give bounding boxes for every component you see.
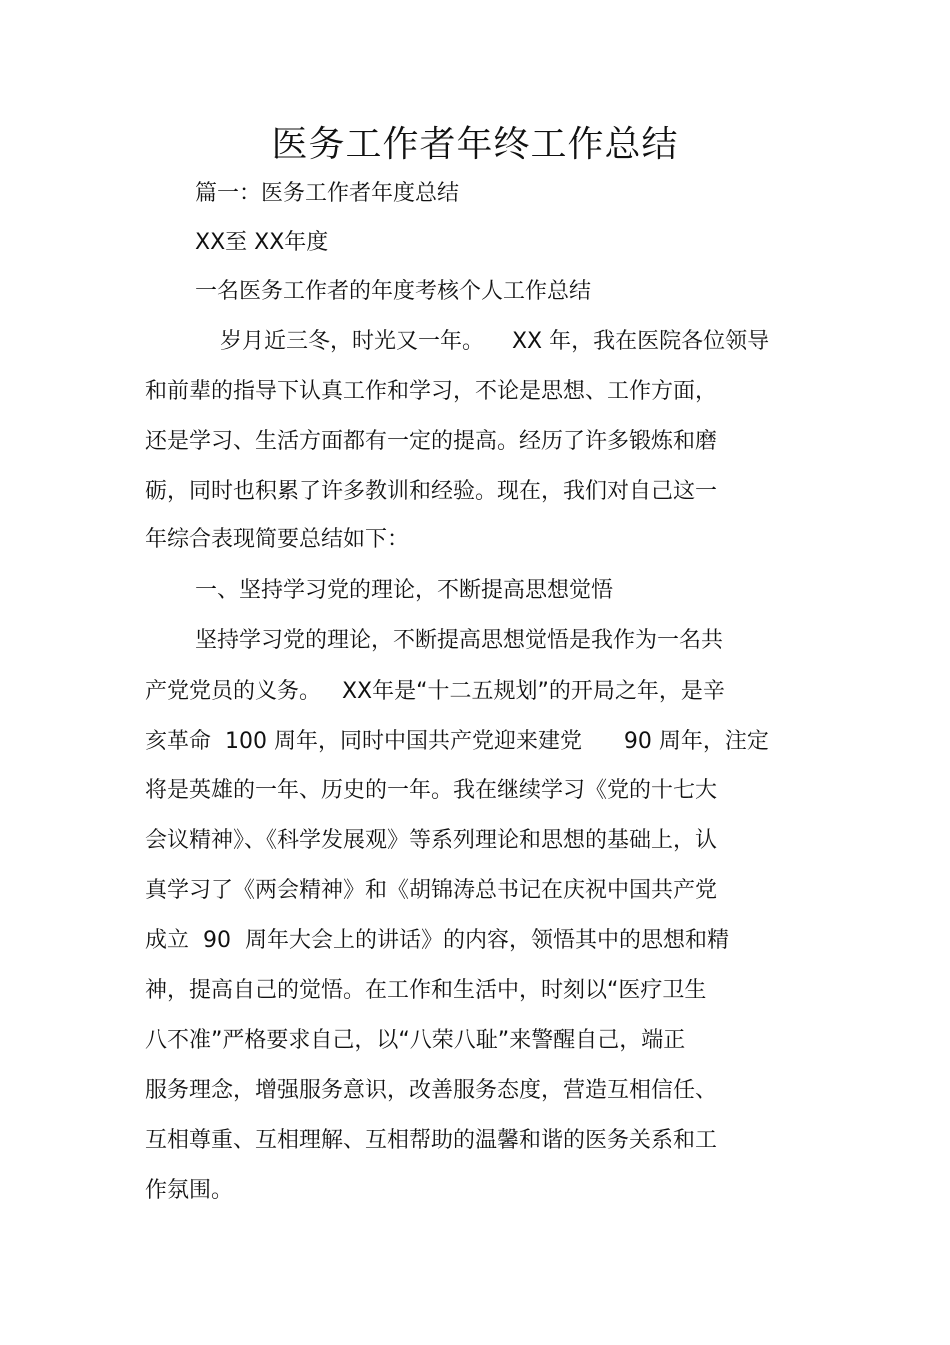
section-heading-one: 一、坚持学习党的理论，不断提高思想觉悟 [195, 578, 614, 603]
paragraph-line: 作氛围。 [145, 1178, 234, 1203]
paragraph-line: 还是学习、生活方面都有一定的提高。经历了许多锻炼和磨 [145, 429, 718, 454]
paragraph-line: 成立 90 周年大会上的讲话》的内容，领悟其中的思想和精 [145, 928, 729, 953]
paragraph-line: 神，提高自己的觉悟。在工作和生活中，时刻以“医疗卫生 [145, 978, 707, 1003]
year-range-line: XX至 XX年度 [195, 230, 329, 255]
paragraph-line: 产党党员的义务。 XX年是“十二五规划”的开局之年，是辛 [145, 679, 725, 704]
subtitle-line: 一名医务工作者的年度考核个人工作总结 [195, 279, 592, 304]
paragraph-line: 亥革命 100 周年，同时中国共产党迎来建党 90 周年，注定 [145, 729, 769, 754]
paragraph-line: 和前辈的指导下认真工作和学习，不论是思想、工作方面， [145, 379, 718, 404]
paragraph-line: 真学习了《两会精神》和《胡锦涛总书记在庆祝中国共产党 [145, 878, 718, 903]
paragraph-line: 服务理念，增强服务意识，改善服务态度，营造互相信任、 [145, 1078, 718, 1103]
paragraph-line: 互相尊重、互相理解、互相帮助的温馨和谐的医务关系和工 [145, 1128, 718, 1153]
paragraph-line: 坚持学习党的理论，不断提高思想觉悟是我作为一名共 [195, 628, 724, 653]
paragraph-line: 砺，同时也积累了许多教训和经验。现在，我们对自己这一 [145, 479, 718, 504]
paragraph-line: 八不准”严格要求自己，以“八荣八耻”来警醒自己，端正 [145, 1028, 686, 1053]
paragraph-line: 年综合表现简要总结如下： [145, 527, 410, 552]
paragraph-line: 会议精神》、《科学发展观》等系列理论和思想的基础上，认 [145, 828, 718, 853]
paragraph-line: 将是英雄的一年、历史的一年。我在继续学习《党的十七大 [145, 778, 718, 803]
paragraph-line: 岁月近三冬，时光又一年。 XX 年，我在医院各位领导 [220, 329, 770, 354]
section-heading-part-one: 篇一：医务工作者年度总结 [195, 181, 460, 206]
document-title: 医务工作者年终工作总结 [271, 124, 679, 165]
